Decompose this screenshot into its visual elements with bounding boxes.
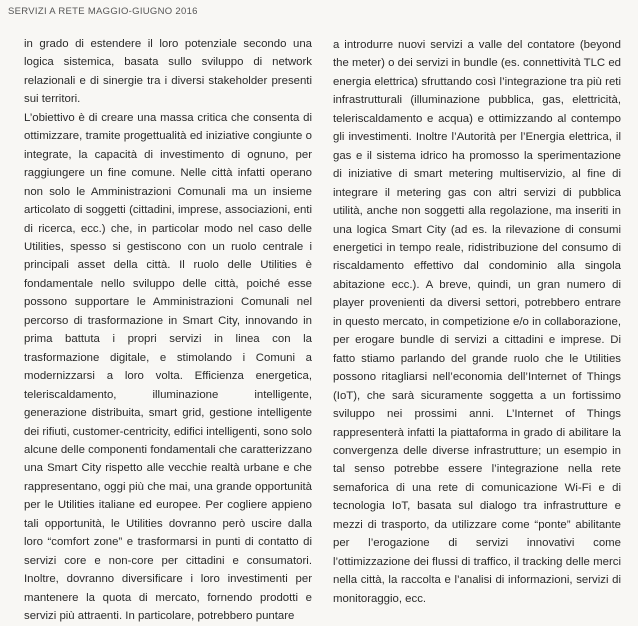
running-header: SERVIZI A RETE MAGGIO-GIUGNO 2016 [8,6,198,17]
right-paragraph: a introdurre nuovi servizi a valle del contatore (beyond the meter) o dei servizi in bundle (es. connettività TLC ed energia elettrica) sfruttando così l’integrazione tra più reti infrastrutturali (illuminazione pubblica, gas, elettricità, teleriscaldamento e acqua) e ottimizzando al contempo gli investimenti. Inoltre l’Autorità per l’Energia elettrica, il gas e il sistema idrico ha promosso la sperimentazione di iniziative di smart metering multiservizio, al fine di integrare il metering gas con altri servizi di pubblica utilità, anche non soggetti alla regolazione, ma inseriti in una logica Smart City (ad es. la rilevazione di consumi energetici in tempo reale, ridistribuzione del consumo di riscaldamento effettivo dal condominio alla singola abitazione ecc.). A breve, quindi, un gran numero di player provenienti da diversi settori, potrebbero entrare in questo mercato, in competizione e/o in collaborazione, per erogare bundle di servizi a cittadini e imprese. Di fatto stiamo parlando del grande ruolo che le Utilities possono ritagliarsi nell’economia dell’Internet of Things (IoT), che sarà sicuramente soggetta a un fortissimo sviluppo nei prossimi anni. L’Internet of Things rappresenterà infatti la piattaforma in grado di abilitare la convergenza delle diverse infrastrutture; un esempio in tal senso potrebbe essere l’integrazione nella rete semaforica di una rete di comunicazione Wi-Fi e di tecnologia IoT, basata sul dialogo tra infrastrutture e mezzi di trasporto, da utilizzare come “ponte” abilitante per l’erogazione di servizi innovativi come l’ottimizzazione dei flussi di traffico, il tracking delle merci nella città, la raccolta e l’analisi di informazioni, servizi di monitoraggio, ecc. [333,39,621,605]
right-column [333,36,621,608]
left-paragraph-1: in grado di estendere il loro potenziale secondo una logica sistemica, basata sullo sviluppo di network relazionali e di sinergie tra i diversi stakeholder presenti sui territori. [24,38,312,106]
left-paragraph-2: L’obiettivo è di creare una massa critica che consenta di ottimizzare, tramite progettualità ed iniziative congiunte o integrate, la capacità di investimento di ognuno, per raggiungere un fine comune. Nelle città infatti operano non solo le Amministrazioni Comunali ma un insieme articolato di soggetti (cittadini, imprese, associazioni, enti di ricerca, ecc.) che, in particolar modo nel caso delle Utilities, spesso si gestiscono con un ruolo centrale i principali asset della città. Il ruolo delle Utilities è fondamentale nello sviluppo delle città, poiché esse possono supportare le Amministrazioni Comunali nel percorso di trasformazione in Smart City, innovando in prima battuta i propri servizi in linea con la trasformazione digitale, e stimolando i Comuni a modernizzarsi a loro volta. Efficienza energetica, teleriscaldamento, illuminazione intelligente, generazione distribuita, smart grid, gestione intelligente dei rifiuti, customer-centricity, edifici intelligenti, sono solo alcune delle componenti fondamentali che caratterizzano una Smart City rispetto alle vecchie realtà urbane e che rappresentano, oggi più che mai, una grande opportunità per le Utilities italiane ed europee. Per cogliere appieno tali opportunità, le Utilities dovranno però uscire dalla loro “comfort zone” e trasformarsi in punti di contatto di servizi core e non-core per cittadini e consumatori. Inoltre, dovranno diversificare i loro investimenti per mantenere la quota di mercato, fornendo prodotti e servizi più attraenti. In particolare, potrebbero puntare [24,111,312,623]
left-column [24,35,312,626]
